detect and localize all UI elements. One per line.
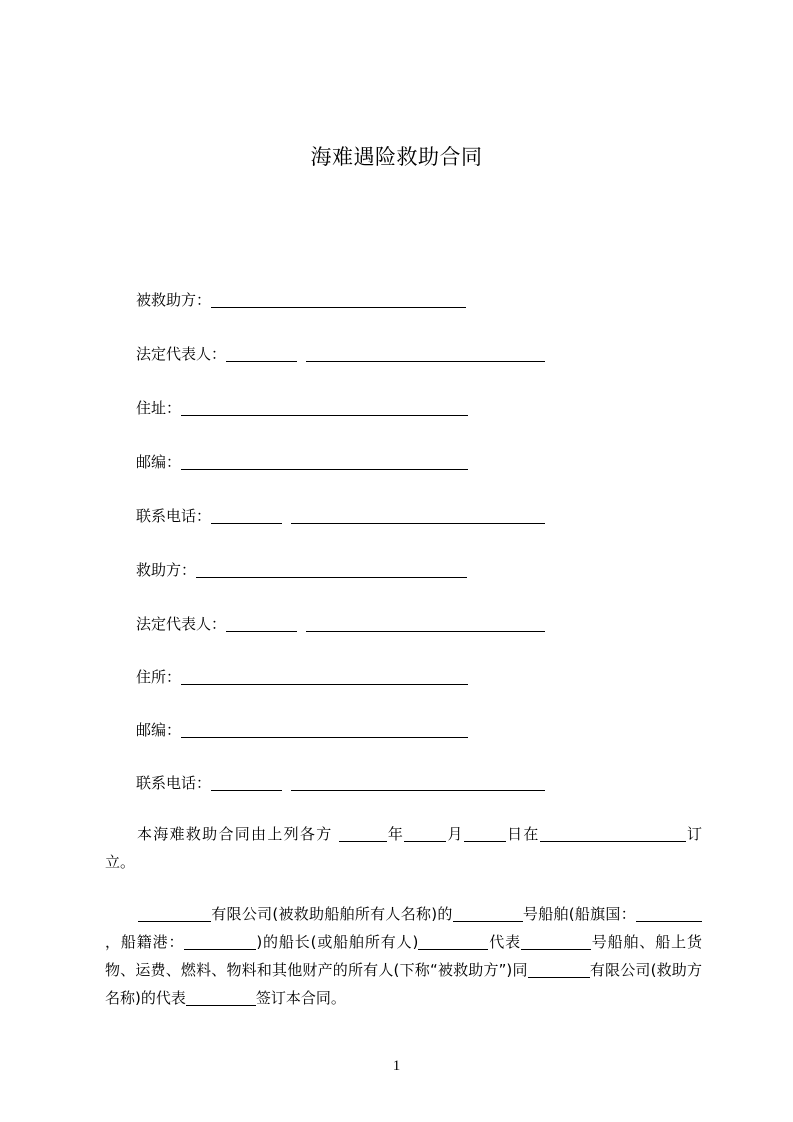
field-label: 邮编： <box>136 721 182 739</box>
captain-blank[interactable] <box>418 932 488 950</box>
rescued-phone-blank-2[interactable] <box>291 506 545 524</box>
rescued-phone-blank-1[interactable] <box>211 506 282 524</box>
rescued-legal-rep-blank-2[interactable] <box>306 344 545 362</box>
salvor-phone-blank-2[interactable] <box>291 773 545 791</box>
salvor-phone-blank-1[interactable] <box>211 773 282 791</box>
year-blank[interactable] <box>339 824 387 842</box>
salvor-legal-rep-blank-1[interactable] <box>226 614 297 632</box>
page-number: 1 <box>392 1058 401 1074</box>
ship-number-blank[interactable] <box>453 904 523 922</box>
flag-state-blank[interactable] <box>636 904 702 922</box>
rescued-party-blank[interactable] <box>211 290 466 308</box>
page-title: 海难遇险救助合同 <box>310 145 483 169</box>
salvor-party-field <box>136 558 467 582</box>
salvor-phone-field <box>136 771 545 795</box>
para-text: ，船籍港： <box>105 933 185 951</box>
para-text: 号船舶、船上货物、运费、燃料、物料和其他财产的所有人(下称“被救助方”)同 <box>105 933 702 979</box>
field-label: 救助方： <box>136 561 197 579</box>
para-text: 订立。 <box>105 825 702 871</box>
field-label: 法定代表人： <box>136 615 227 633</box>
field-label: 住所： <box>136 668 182 686</box>
para-text: 本海难救助合同由上列各方 <box>137 825 339 843</box>
para-text: 有限公司(被救助船舶所有人名称)的 <box>211 905 453 923</box>
field-label: 住址： <box>136 399 182 417</box>
salvor-legal-rep-blank-2[interactable] <box>306 614 545 632</box>
field-label: 法定代表人： <box>136 345 227 363</box>
salvor-postcode-blank[interactable] <box>181 720 468 738</box>
salvor-party-blank[interactable] <box>196 560 467 578</box>
rescued-address-field <box>136 396 468 420</box>
para-text: 号船舶(船旗国： <box>522 905 636 923</box>
para-text: 年 <box>386 825 405 843</box>
salvor-company-blank[interactable] <box>528 960 590 978</box>
salvor-address-blank[interactable] <box>181 667 468 685</box>
salvor-legal-rep-field <box>136 612 545 636</box>
salvor-rep-blank[interactable] <box>186 988 256 1006</box>
parties-paragraph <box>105 900 702 1012</box>
rescued-legal-rep-blank-1[interactable] <box>226 344 297 362</box>
day-blank[interactable] <box>464 824 506 842</box>
represented-ship-blank[interactable] <box>521 932 591 950</box>
contract-date-paragraph <box>105 820 702 876</box>
rescued-address-blank[interactable] <box>181 398 468 416</box>
para-text: 日在 <box>505 825 540 843</box>
rescued-postcode-blank[interactable] <box>181 452 468 470</box>
field-label: 联系电话： <box>136 774 212 792</box>
field-label: 邮编： <box>136 453 182 471</box>
rescued-phone-field <box>136 504 545 528</box>
para-text: 有限公司(救助方名称)的代表 <box>105 961 702 1007</box>
para-text: 月 <box>446 825 464 843</box>
rescued-legal-rep-field <box>136 342 545 366</box>
port-registry-blank[interactable] <box>184 932 256 950</box>
rescued-company-blank[interactable] <box>138 904 211 922</box>
para-text: 代表 <box>488 933 521 951</box>
field-label: 被救助方： <box>136 291 212 309</box>
month-blank[interactable] <box>404 824 446 842</box>
para-text: 签订本合同。 <box>255 989 346 1007</box>
rescued-postcode-field <box>136 450 468 474</box>
field-label: 联系电话： <box>136 507 212 525</box>
place-blank[interactable] <box>540 824 686 842</box>
salvor-address-field <box>136 665 468 689</box>
rescued-party-field <box>136 288 466 312</box>
salvor-postcode-field <box>136 718 468 742</box>
para-text: )的船长(或船舶所有人) <box>256 933 419 951</box>
